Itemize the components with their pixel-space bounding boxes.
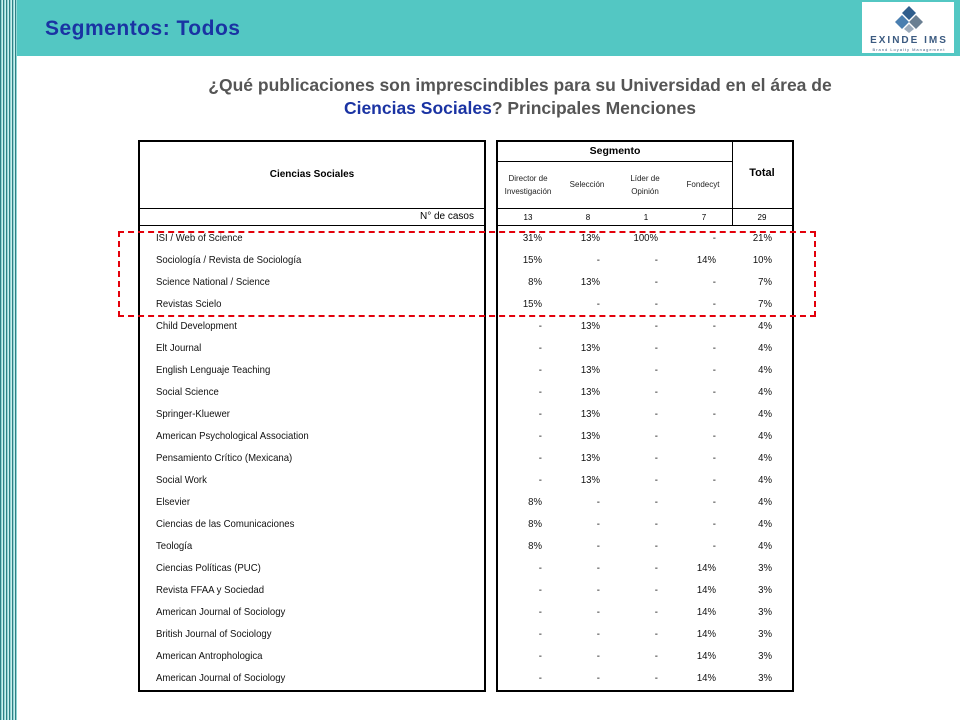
table-cell: -	[654, 299, 658, 310]
table-cell: 14%	[696, 563, 716, 574]
table-cell: 4%	[758, 431, 772, 442]
cases-divider	[498, 225, 792, 226]
row-label: Social Work	[156, 475, 207, 486]
table-cell: 4%	[758, 343, 772, 354]
table-cell: 4%	[758, 365, 772, 376]
column-header-line: Líder de	[630, 174, 660, 183]
table-cell: -	[712, 497, 716, 508]
row-label: British Journal of Sociology	[156, 629, 272, 640]
table-cell: 10%	[752, 255, 772, 266]
table-cell: -	[712, 277, 716, 288]
table-cell: -	[538, 475, 542, 486]
row-label: Elsevier	[156, 497, 191, 508]
cases-seleccion: 8	[585, 213, 591, 222]
table-cell: -	[654, 519, 658, 530]
table-cell: 4%	[758, 321, 772, 332]
table-cell: -	[654, 585, 658, 596]
row-label: Elt Journal	[156, 343, 202, 354]
table-cell: -	[538, 651, 542, 662]
table-cell: 13%	[580, 387, 600, 398]
table-cell: 3%	[758, 585, 772, 596]
diamond-logo-icon	[894, 4, 924, 34]
highlight-dashed-box	[118, 231, 816, 317]
row-label: Sociología / Revista de Sociología	[156, 255, 302, 266]
cases-total: 29	[757, 213, 767, 222]
row-label: Springer-Kluewer	[156, 409, 230, 420]
row-label: Social Science	[156, 387, 219, 398]
cases-label: N° de casos	[419, 211, 474, 222]
table-cell: 3%	[758, 651, 772, 662]
column-header-total: Total	[749, 167, 775, 179]
table-cell: -	[596, 651, 600, 662]
section-title: Ciencias Sociales	[269, 169, 355, 180]
table-cell: 3%	[758, 673, 772, 684]
table-cell: -	[654, 387, 658, 398]
table-cell: 13%	[580, 475, 600, 486]
table-cell: -	[654, 343, 658, 354]
table-cell: 13%	[580, 431, 600, 442]
row-label: American Antrophologica	[156, 651, 263, 662]
table-cell: -	[654, 673, 658, 684]
table-cell: 14%	[696, 629, 716, 640]
row-label: Science National / Science	[156, 277, 270, 288]
row-label: Revistas Scielo	[156, 299, 222, 310]
table-cell: -	[712, 431, 716, 442]
total-divider	[732, 142, 733, 225]
table-cell: 13%	[580, 343, 600, 354]
table-cell: -	[596, 255, 600, 266]
table-cell: 14%	[696, 673, 716, 684]
table-cell: -	[654, 651, 658, 662]
table-cell: 13%	[580, 409, 600, 420]
table-cell: -	[538, 387, 542, 398]
table-cell: -	[712, 453, 716, 464]
question-highlight: Ciencias Sociales	[343, 98, 492, 118]
table-cell: 21%	[752, 233, 772, 244]
row-label: American Psychological Association	[156, 431, 309, 442]
table-cell: 4%	[758, 519, 772, 530]
column-header-line: Selección	[569, 180, 605, 189]
column-header-fondecyt	[674, 178, 732, 191]
table-cell: 4%	[758, 497, 772, 508]
table-cell: 13%	[580, 365, 600, 376]
table-cell: 8%	[528, 277, 542, 288]
table-cell: -	[654, 431, 658, 442]
decorative-left-bar	[0, 0, 17, 720]
table-cell: 4%	[758, 541, 772, 552]
table-cell: 4%	[758, 475, 772, 486]
table-cell: 100%	[633, 233, 658, 244]
cases-director: 13	[523, 213, 533, 222]
table-cell: 8%	[528, 497, 542, 508]
column-header-seleccion	[558, 178, 616, 191]
table-cell: -	[538, 607, 542, 618]
row-label: Child Development	[156, 321, 237, 332]
table-cell: -	[538, 453, 542, 464]
table-cell: -	[538, 673, 542, 684]
row-labels-panel	[138, 140, 486, 692]
row-label: ISI / Web of Science	[156, 233, 243, 244]
table-cell: -	[538, 343, 542, 354]
table-cell: 4%	[758, 387, 772, 398]
table-cell: -	[596, 299, 600, 310]
table-cell: -	[712, 343, 716, 354]
table-cell: 13%	[580, 453, 600, 464]
table-cell: -	[712, 519, 716, 530]
table-cell: 31%	[522, 233, 542, 244]
table-cell: 13%	[580, 233, 600, 244]
table-cell: -	[654, 453, 658, 464]
table-cell: -	[538, 365, 542, 376]
table-cell: -	[712, 321, 716, 332]
page-title: Segmentos: Todos	[45, 17, 241, 40]
table-cell: 14%	[696, 255, 716, 266]
table-cell: -	[538, 409, 542, 420]
table-cell: -	[654, 497, 658, 508]
table-cell: -	[596, 585, 600, 596]
question-prefix: ¿Qué publicaciones son imprescindibles para su Universidad en el área de	[208, 75, 832, 95]
table-cell: -	[712, 365, 716, 376]
segment-divider	[498, 161, 732, 162]
logo-tagline: Brand Loyalty Management	[872, 47, 946, 52]
table-cell: -	[654, 475, 658, 486]
table-cell: -	[712, 387, 716, 398]
table-cell: -	[596, 563, 600, 574]
table-cell: 14%	[696, 585, 716, 596]
table-cell: 4%	[758, 453, 772, 464]
table-cell: -	[596, 629, 600, 640]
segment-header: Segmento	[589, 145, 641, 157]
row-label: Teología	[156, 541, 193, 552]
table-cell: -	[712, 475, 716, 486]
table-cell: 3%	[758, 563, 772, 574]
values-panel	[496, 140, 794, 692]
row-label: American Journal of Sociology	[156, 673, 286, 684]
table-cell: -	[596, 519, 600, 530]
table-cell: -	[538, 321, 542, 332]
row-label: Ciencias de las Comunicaciones	[156, 519, 295, 530]
table-cell: 14%	[696, 651, 716, 662]
table-cell: -	[712, 409, 716, 420]
column-header-line: Fondecyt	[686, 180, 720, 189]
logo-wordmark: EXINDE IMS	[870, 35, 948, 46]
table-cell: -	[712, 541, 716, 552]
table-cell: -	[654, 607, 658, 618]
table-cell: 13%	[580, 321, 600, 332]
table-cell: -	[654, 255, 658, 266]
column-header-director	[498, 172, 558, 198]
row-label: English Lenguaje Teaching	[156, 365, 271, 376]
row-label: Revista FFAA y Sociedad	[156, 585, 265, 596]
table-cell: -	[654, 321, 658, 332]
table-cell: 13%	[580, 277, 600, 288]
table-cell: -	[712, 233, 716, 244]
table-cell: 4%	[758, 409, 772, 420]
table-cell: 15%	[522, 255, 542, 266]
table-cell: -	[596, 673, 600, 684]
table-cell: 3%	[758, 629, 772, 640]
table-cell: 8%	[528, 519, 542, 530]
table-cell: -	[538, 629, 542, 640]
table-cell: 3%	[758, 607, 772, 618]
table-cell: -	[538, 431, 542, 442]
column-header-line: Investigación	[504, 187, 552, 196]
table-cell: 8%	[528, 541, 542, 552]
cases-fondecyt: 7	[701, 213, 707, 222]
section-header	[140, 142, 484, 209]
cases-lider: 1	[643, 213, 649, 222]
table-cell: -	[654, 563, 658, 574]
table-cell: -	[596, 607, 600, 618]
table-cell: -	[538, 563, 542, 574]
table-cell: -	[654, 541, 658, 552]
table-cell: -	[654, 409, 658, 420]
question-suffix: ? Principales Menciones	[491, 98, 697, 118]
table-cell: 7%	[758, 277, 772, 288]
table-cell: 15%	[522, 299, 542, 310]
table-cell: -	[596, 541, 600, 552]
table-cell: -	[654, 629, 658, 640]
question-heading	[80, 74, 960, 120]
table-cell: -	[654, 365, 658, 376]
table-cell: 14%	[696, 607, 716, 618]
column-header-lider	[616, 172, 674, 198]
table-cell: -	[538, 585, 542, 596]
column-header-line: Director de	[508, 174, 548, 183]
row-label: American Journal of Sociology	[156, 607, 286, 618]
table-cell: -	[596, 497, 600, 508]
cases-row-label	[140, 208, 484, 226]
table-cell: 7%	[758, 299, 772, 310]
row-label: Pensamiento Crítico (Mexicana)	[156, 453, 293, 464]
table-cell: -	[712, 299, 716, 310]
column-header-line: Opinión	[631, 187, 659, 196]
company-logo	[862, 2, 954, 53]
row-label: Ciencias Políticas (PUC)	[156, 563, 261, 574]
header-divider	[498, 208, 792, 209]
table-cell: -	[654, 277, 658, 288]
